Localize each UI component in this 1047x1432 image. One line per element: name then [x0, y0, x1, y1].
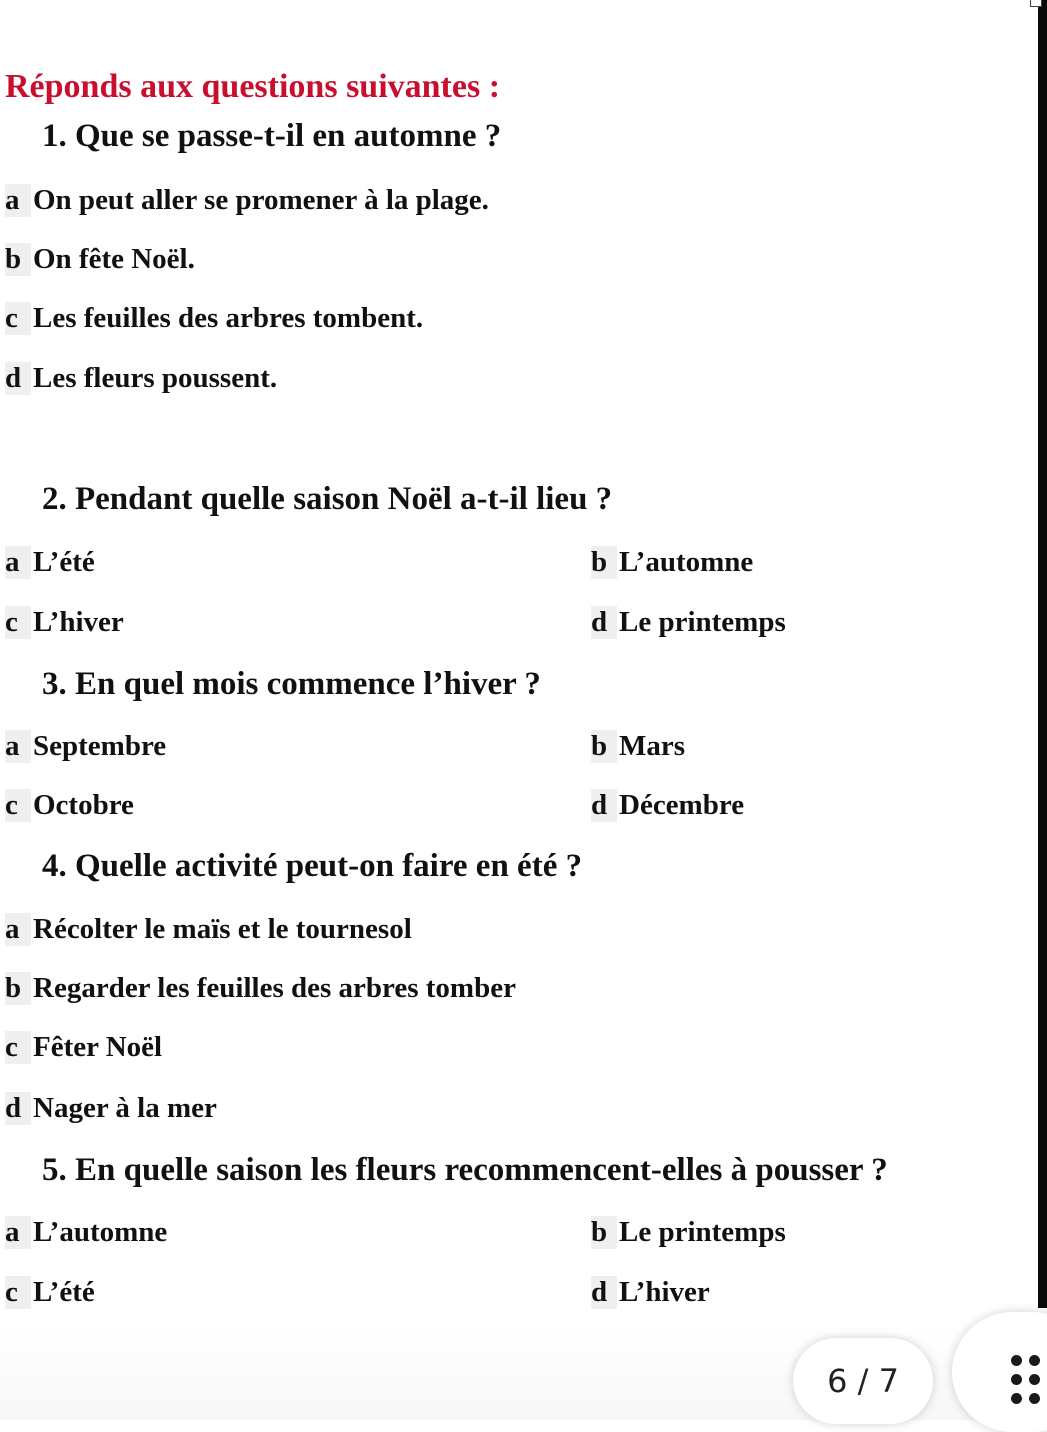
dot — [1029, 1393, 1040, 1404]
option-letter: b — [5, 243, 31, 276]
option-text: Récolter le maïs et le tournesol — [33, 913, 412, 945]
dot — [1011, 1355, 1022, 1366]
option-letter: c — [5, 1031, 31, 1064]
question-5: 5. En quelle saison les fleurs recommencent-elles à pousser ? — [42, 1152, 888, 1188]
option-letter: b — [591, 730, 617, 763]
question-1-option-d — [5, 362, 277, 395]
option-text: L’été — [33, 546, 95, 578]
question-3-option-a — [5, 730, 166, 763]
option-text: Les feuilles des arbres tombent. — [33, 302, 424, 334]
option-letter: a — [5, 546, 31, 579]
option-letter: d — [5, 362, 31, 395]
question-1-option-c — [5, 302, 423, 335]
option-text: Octobre — [33, 789, 134, 821]
question-2-option-d — [591, 606, 786, 639]
question-3: 3. En quel mois commence l’hiver ? — [42, 666, 541, 702]
option-text: Le printemps — [619, 1216, 786, 1248]
option-letter: d — [5, 1092, 31, 1125]
option-text: Le printemps — [619, 606, 786, 638]
question-1-option-b — [5, 243, 195, 276]
option-letter: a — [5, 730, 31, 763]
page-edge — [1038, 0, 1047, 1308]
question-1: 1. Que se passe-t-il en automne ? — [42, 118, 502, 154]
option-letter: c — [5, 302, 31, 335]
page-indicator[interactable]: 6 / 7 — [793, 1338, 933, 1424]
option-text: On fête Noël. — [33, 243, 195, 275]
option-letter: c — [5, 606, 31, 639]
option-text: L’automne — [33, 1216, 168, 1248]
option-letter: a — [5, 913, 31, 946]
question-3-option-b — [591, 730, 685, 763]
question-5-option-a — [5, 1216, 167, 1249]
option-letter: d — [591, 606, 617, 639]
option-text: Décembre — [619, 789, 745, 821]
question-1-option-a — [5, 184, 489, 217]
dot — [1011, 1374, 1022, 1385]
question-3-option-c — [5, 789, 134, 822]
question-5-option-c — [5, 1276, 95, 1309]
question-4-option-b — [5, 972, 516, 1005]
option-letter: c — [5, 1276, 31, 1309]
question-2-option-c — [5, 606, 124, 639]
dot — [1011, 1393, 1022, 1404]
question-2-option-b — [591, 546, 753, 579]
option-letter: a — [5, 184, 31, 217]
option-text: Nager à la mer — [33, 1092, 217, 1124]
question-4-option-d — [5, 1092, 217, 1125]
question-4-option-a — [5, 913, 412, 946]
question-4: 4. Quelle activité peut-on faire en été ? — [42, 848, 583, 884]
option-letter: d — [591, 1276, 617, 1309]
option-text: L’hiver — [33, 606, 124, 638]
dot — [1029, 1374, 1040, 1385]
option-text: Les fleurs poussent. — [33, 362, 278, 394]
page-edge-notch — [1030, 0, 1042, 7]
question-5-option-b — [591, 1216, 786, 1249]
question-3-option-d — [591, 789, 744, 822]
question-2: 2. Pendant quelle saison Noël a-t-il lieu ? — [42, 481, 613, 517]
option-text: L’automne — [619, 546, 754, 578]
question-5-option-d — [591, 1276, 710, 1309]
option-letter: b — [591, 1216, 617, 1249]
option-letter: c — [5, 789, 31, 822]
option-text: L’été — [33, 1276, 95, 1308]
option-text: Mars — [619, 730, 686, 762]
dot — [1029, 1355, 1040, 1366]
option-letter: b — [5, 972, 31, 1005]
question-4-option-c — [5, 1031, 162, 1064]
option-text: L’hiver — [619, 1276, 710, 1308]
option-text: Regarder les feuilles des arbres tomber — [33, 972, 516, 1004]
option-text: Septembre — [33, 730, 167, 762]
option-letter: b — [591, 546, 617, 579]
question-2-option-a — [5, 546, 95, 579]
option-letter: a — [5, 1216, 31, 1249]
option-text: Fêter Noël — [33, 1031, 163, 1063]
option-text: On peut aller se promener à la plage. — [33, 184, 489, 216]
option-letter: d — [591, 789, 617, 822]
page-title: Réponds aux questions suivantes : — [5, 68, 501, 105]
